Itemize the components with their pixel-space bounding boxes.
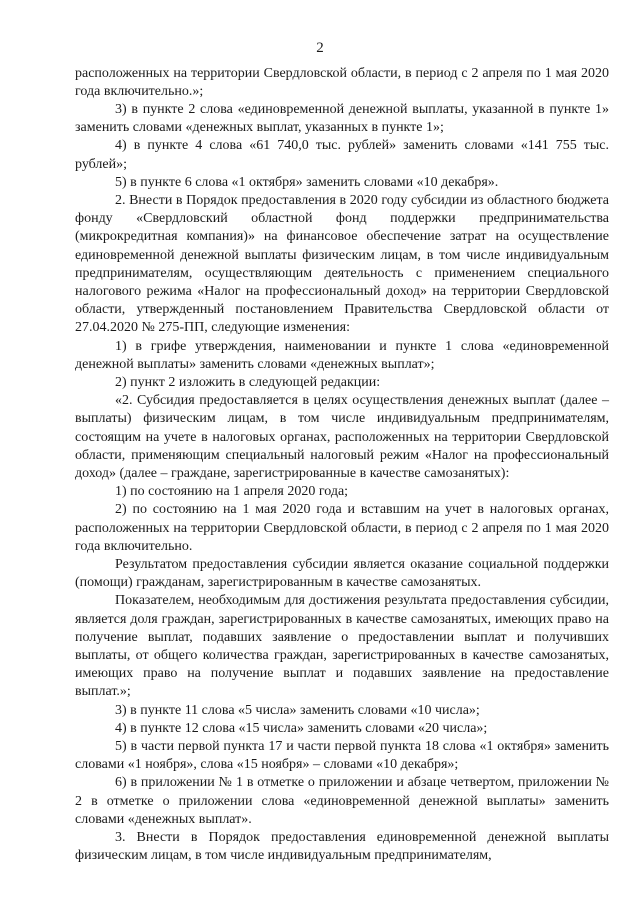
paragraph: «2. Субсидия предоставляется в целях осуществления денежных выплат (далее – выплаты) физическим лицам, в том числе индивидуальным предпринимателям, состоящим на учете в налоговых органах, расположенных на территории Свердловской области, применяющим специальный налоговый режим «Налог на профессиональный доход» (далее – граждане, зарегистрированные в качестве самозанятых):	[75, 393, 609, 481]
document-body	[75, 65, 609, 866]
page-number: 2	[316, 40, 324, 56]
paragraph: 1) по состоянию на 1 апреля 2020 года;	[115, 484, 349, 500]
paragraph: 1) в грифе утверждения, наименовании и пункте 1 слова «единовременной денежной выплаты» заменить словами «денежных выплат»;	[75, 338, 609, 372]
paragraph: 5) в пункте 6 слова «1 октября» заменить словами «10 декабря».	[115, 174, 499, 190]
paragraph: 3) в пункте 2 слова «единовременной денежной выплаты, указанной в пункте 1» заменить словами «денежных выплат, указанных в пункте 1»;	[75, 101, 609, 136]
paragraph: 4) в пункте 12 слова «15 числа» заменить словами «20 числа»;	[115, 720, 488, 736]
paragraph: 2. Внести в Порядок предоставления в 2020 году субсидии из областного бюджета фонду «Свердловский областной фонд поддержки предпринимательства (микрокредитная компания)» на финансовое обеспечение затрат на осуществление единовременной денежной выплаты физическим лицам, в том числе индивидуальным предпринимателям, осуществляющим деятельность с применением специального налогового режима «Налог на профессиональный доход» на территории Свердловской области, утвержденный постановлением Правительства Свердловской области от 27.04.2020 № 275-ПП, следующие изменения:	[75, 192, 609, 336]
paragraph: 5) в части первой пункта 17 и части первой пункта 18 слова «1 октября» заменить словами «1 ноября», слова «15 ноября» – словами «10 декабря»;	[75, 739, 609, 773]
paragraph: 2) пункт 2 изложить в следующей редакции:	[115, 374, 381, 390]
paragraph: расположенных на территории Свердловской области, в период с 2 апреля по 1 мая 2020 года включительно.»;	[75, 65, 609, 99]
paragraph: 2) по состоянию на 1 мая 2020 года и вставшим на учет в налоговых органах, расположенных на территории Свердловской области, в период с 2 апреля по 1 мая 2020 года включительно.	[75, 502, 609, 554]
paragraph: 3) в пункте 11 слова «5 числа» заменить словами «10 числа»;	[115, 702, 480, 718]
paragraph: 4) в пункте 4 слова «61 740,0 тыс. рублей» заменить словами «141 755 тыс. рублей»;	[75, 138, 609, 172]
paragraph: Результатом предоставления субсидии является оказание социальной поддержки (помощи) гражданам, зарегистрированным в качестве самозанятых.	[75, 556, 609, 591]
paragraph: Показателем, необходимым для достижения результата предоставления субсидии, является доля граждан, зарегистрированных в качестве самозанятых, имеющих право на получение выплат, подавших заявление о предоставлении выплат и получивших выплаты, от общего количества граждан, зарегистрированных в качестве самозанятых, имеющих право на получение выплат и подавших заявление на предоставление выплат.»;	[75, 593, 609, 700]
paragraph: 6) в приложении № 1 в отметке о приложении и абзаце четвертом, приложении № 2 в отметке о приложении слова «единовременной денежной выплаты» заменить словами «денежных выплат».	[75, 775, 609, 827]
paragraph: 3. Внести в Порядок предоставления единовременной денежной выплаты физическим лицам, в том числе индивидуальным предпринимателям,	[75, 830, 609, 864]
